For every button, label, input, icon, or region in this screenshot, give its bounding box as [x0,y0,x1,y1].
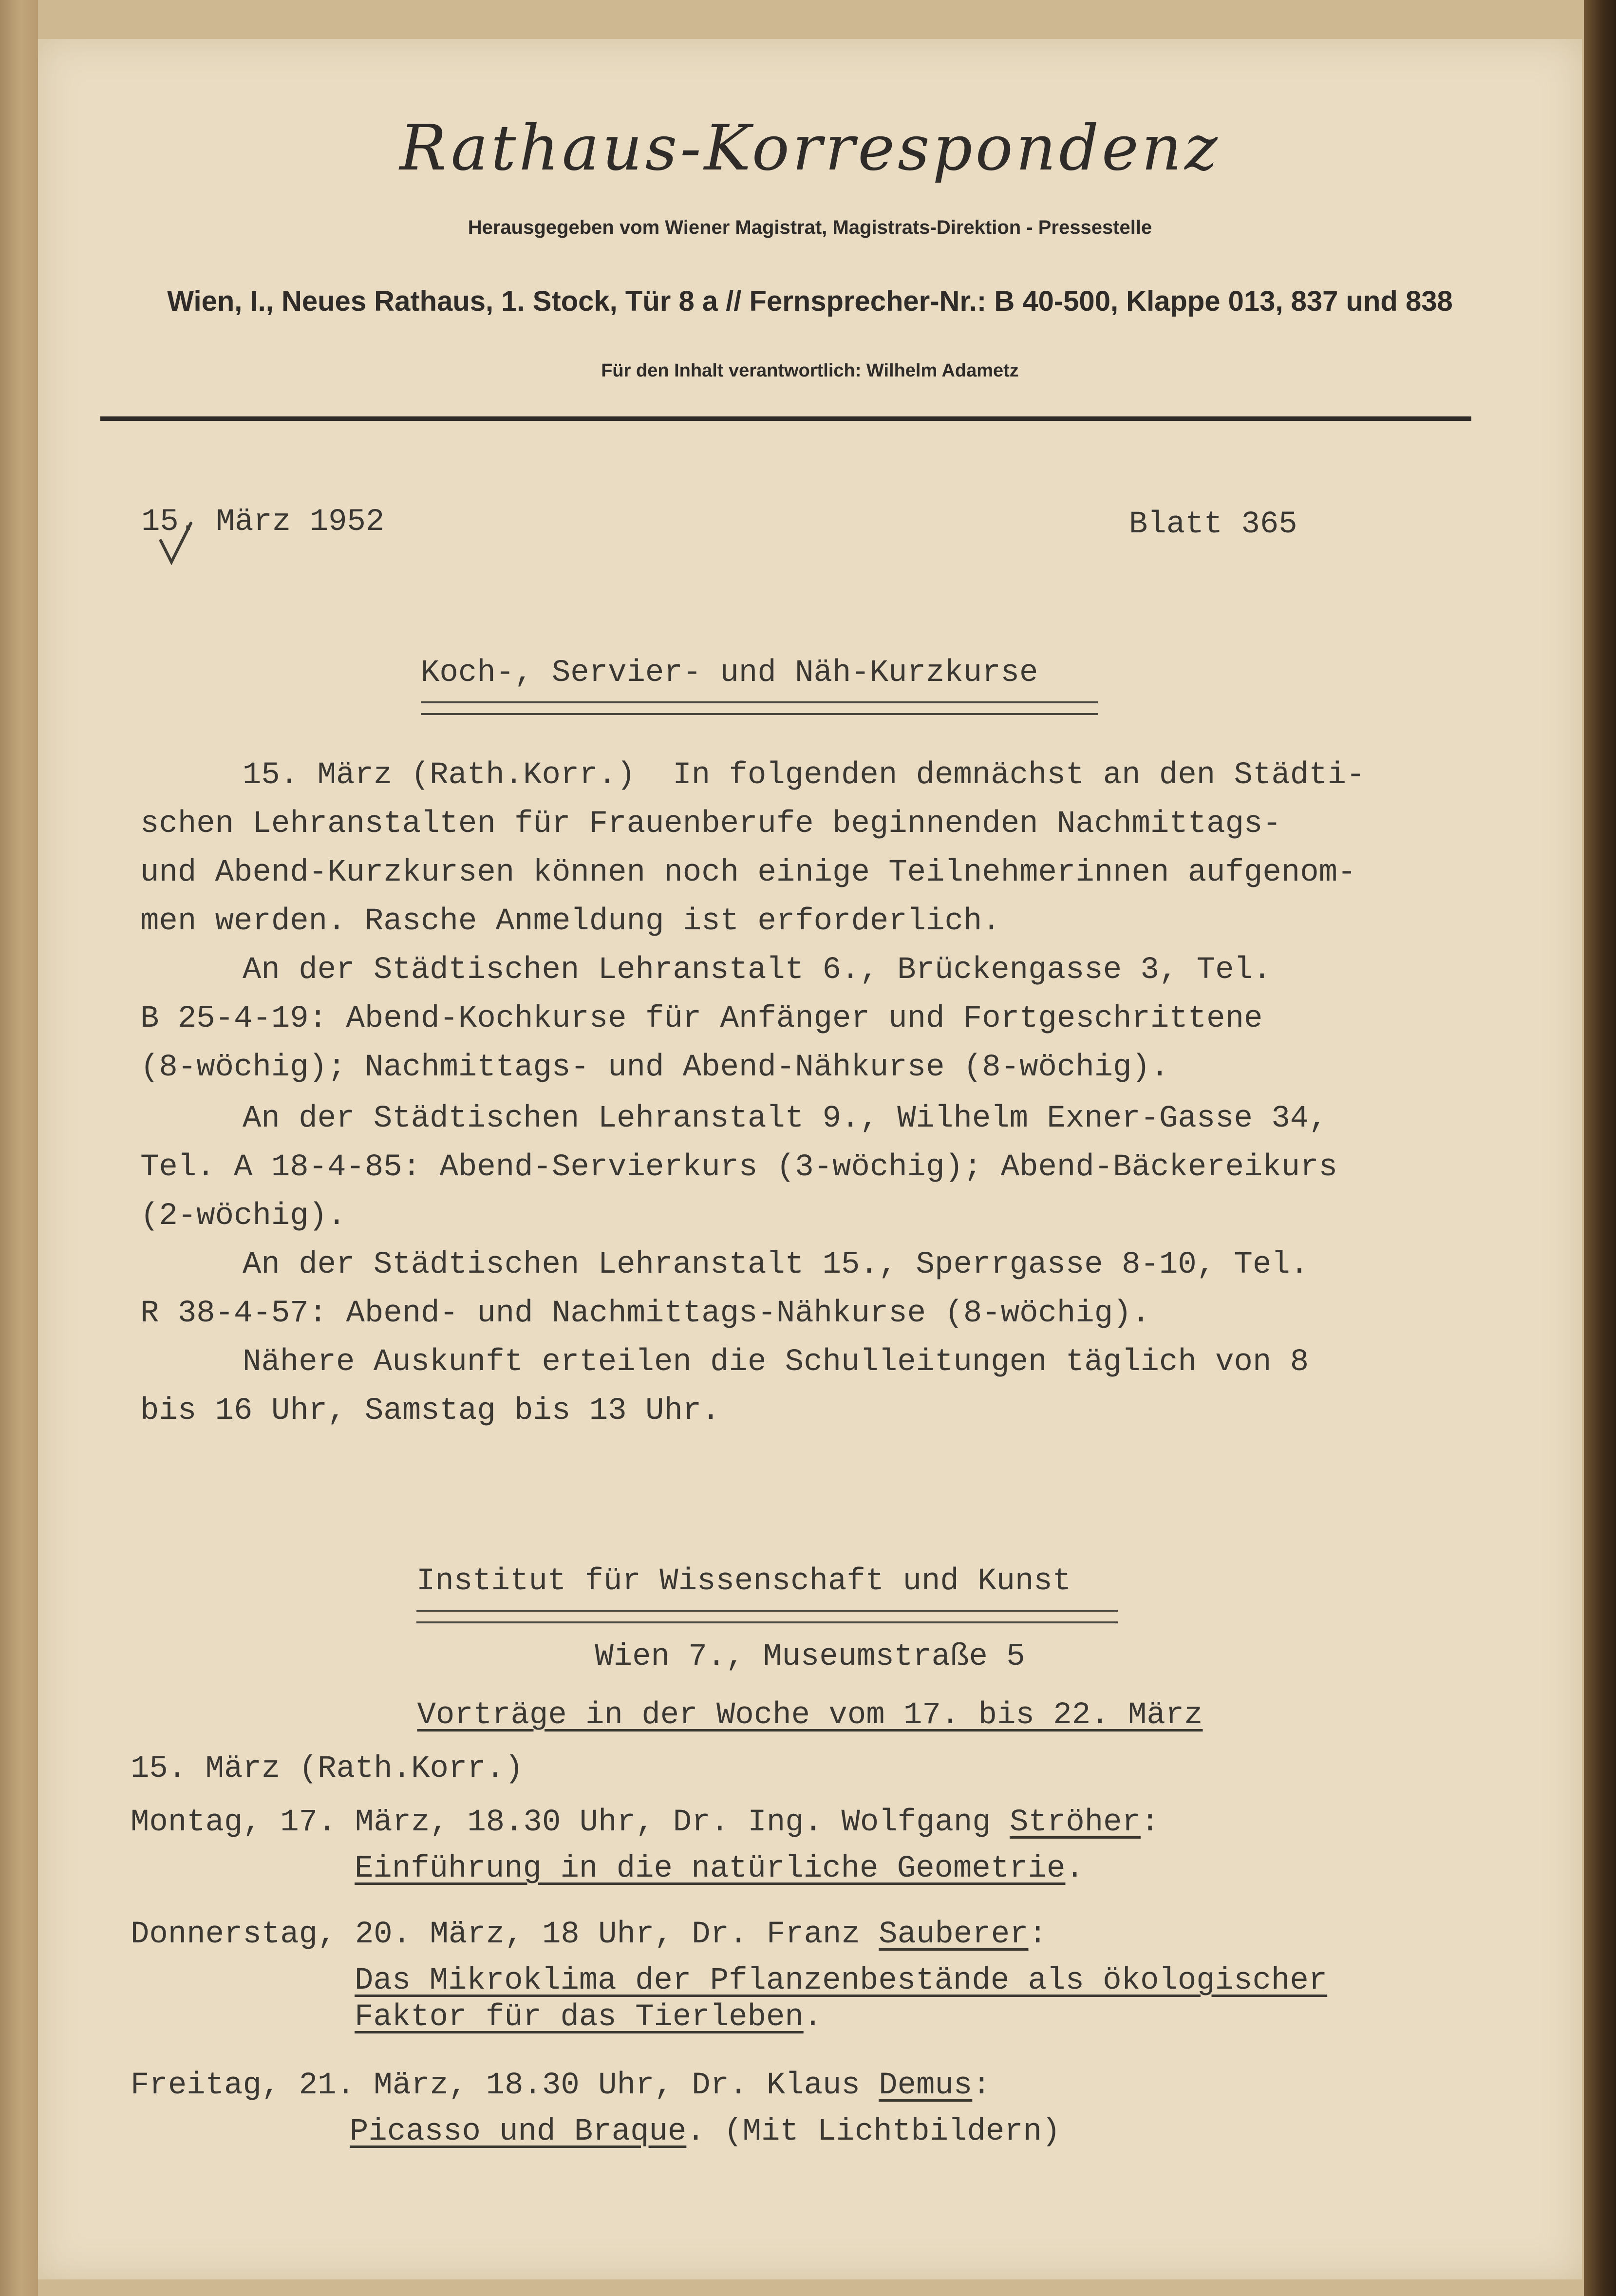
document-page [38,39,1582,2279]
lecture-3-when-line [131,2070,991,2101]
article1-line-14: bis 16 Uhr, Samstag bis 13 Uhr. [140,1393,720,1429]
article1-line-3: und Abend-Kurzkursen können noch einige Teilnehmerinnen aufgenom- [140,855,1356,890]
lecture-2-title-line2 [355,2002,822,2033]
article1-line-8: An der Städtischen Lehranstalt 9., Wilhelm Exner-Gasse 34, [243,1101,1328,1136]
lecture-2-when: Donnerstag, 20. März, 18 Uhr, Dr. Franz [131,1917,879,1952]
lecture-3-colon: : [972,2068,991,2103]
article1-line-11: An der Städtischen Lehranstalt 15., Sperrgasse 8-10, Tel. [243,1247,1309,1282]
article1-heading: Koch-, Servier- und Näh-Kurzkurse [421,656,1038,691]
article1-line-1: 15. März (Rath.Korr.) In folgenden demnächst an den Städti- [243,758,1365,793]
article1-line-10: (2-wöchig). [140,1199,346,1234]
article1-line-12: R 38-4-57: Abend- und Nachmittags-Nähkurse (8-wöchig). [140,1296,1150,1331]
article2-subheading: Vorträge in der Woche vom 17. bis 22. März [417,1698,1203,1733]
lecture-1-when-line [131,1807,1159,1838]
lecture-2-title2: Faktor für das Tierleben [355,2000,804,2035]
lecture-3-speaker: Demus [879,2068,973,2103]
masthead-publisher: Herausgegeben vom Wiener Magistrat, Magistrats-Direktion - Pressestelle [468,217,1152,238]
article1-line-13: Nähere Auskunft erteilen die Schulleitungen täglich von 8 [243,1345,1309,1380]
lecture-2-period: . [803,2000,823,2035]
sheet-number: Blatt 365 [1129,507,1297,542]
masthead-title: Rathaus-Korrespondenz [399,112,1221,185]
lecture-1-title-line [355,1853,1084,1884]
binding-left [0,0,38,2296]
article1-line-6: B 25-4-19: Abend-Kochkurse für Anfänger und Fortgeschrittene [140,1001,1263,1036]
lecture-3-when: Freitag, 21. März, 18.30 Uhr, Dr. Klaus [131,2068,879,2103]
masthead-rule [100,416,1471,421]
issue-date: 15. März 1952 [141,505,385,540]
checkmark-icon [159,521,193,565]
lecture-1-title: Einführung in die natürliche Geometrie [355,1851,1066,1886]
article2-heading-rule [416,1610,1118,1623]
lecture-2-title: Das Mikroklima der Pflanzenbestände als ökologischer [355,1963,1328,1998]
lecture-3-title-line [350,2116,1060,2147]
lecture-1-period: . [1065,1851,1084,1886]
lecture-2-speaker: Sauberer [879,1917,1029,1952]
lecture-1-colon: : [1140,1805,1160,1840]
lecture-2-title-line1 [355,1965,1327,1996]
article2-dateline: 15. März (Rath.Korr.) [131,1751,524,1787]
lecture-1-speaker: Ströher [1010,1805,1141,1840]
article1-line-2: schen Lehranstalten für Frauenberufe beginnenden Nachmittags- [140,807,1281,842]
lecture-2-when-line [131,1919,1047,1950]
lecture-3-title: Picasso und Braque [350,2114,687,2149]
lecture-3-period: . [686,2114,705,2149]
masthead-responsible: Für den Inhalt verantwortlich: Wilhelm Adametz [601,360,1019,381]
article2-heading: Institut für Wissenschaft und Kunst [416,1564,1071,1599]
lecture-1-when: Montag, 17. März, 18.30 Uhr, Dr. Ing. Wolfgang [131,1805,1010,1840]
article2-address: Wien 7., Museumstraße 5 [595,1639,1025,1675]
article1-line-4: men werden. Rasche Anmeldung ist erforderlich. [140,904,1001,939]
binding-right [1584,0,1616,2296]
article1-line-7: (8-wöchig); Nachmittags- und Abend-Nähkurse (8-wöchig). [140,1050,1169,1085]
lecture-2-colon: : [1028,1917,1047,1952]
masthead-address: Wien, I., Neues Rathaus, 1. Stock, Tür 8 a // Fernsprecher-Nr.: B 40-500, Klappe 013, 837 und 838 [167,285,1453,317]
article1-heading-rule [421,701,1098,715]
article1-line-5: An der Städtischen Lehranstalt 6., Brückengasse 3, Tel. [243,953,1272,988]
article1-line-9: Tel. A 18-4-85: Abend-Servierkurs (3-wöchig); Abend-Bäckereikurs [140,1150,1337,1185]
lecture-3-note: (Mit Lichtbildern) [705,2114,1061,2149]
